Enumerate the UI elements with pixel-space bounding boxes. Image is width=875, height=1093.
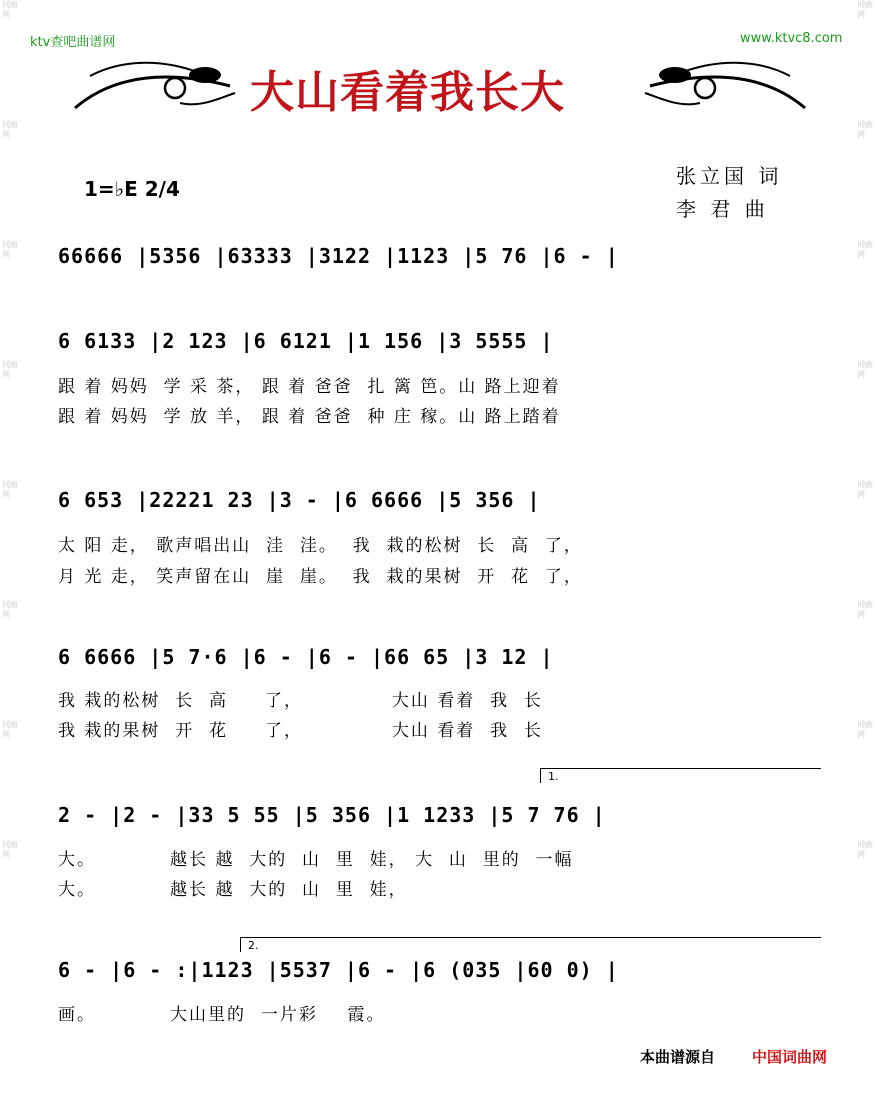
lyric-row-4-verse-2: 我 栽的果树 开 花 了， 大山 看着 我 长: [58, 721, 543, 741]
lyric-row-3-verse-2: 月 光 走， 笑声留在山 崖 崖。 我 栽的果树 开 花 了，: [58, 567, 583, 587]
lyric-row-2-verse-1: 跟 着 妈妈 学 采 茶， 跟 着 爸爸 扎 篱 笆。山 路上迎着: [58, 377, 561, 397]
key-signature: 1=♭E 2/4: [84, 177, 180, 201]
score-row-6: 6 - |6 - :|1123 |5537 |6 - |6 (035 |60 0) |: [58, 958, 619, 982]
site-label-right: www.ktvc8.com: [740, 31, 843, 46]
source-site-link[interactable]: 中国词曲网: [752, 1048, 828, 1066]
side-watermark-right: 词曲网 词曲网 词曲网 词曲网 词曲网 词曲网 词曲网 词曲网: [857, 0, 873, 859]
score-row-2: 6 6133 |2 123 |6 6121 |1 156 |3 5555 |: [58, 329, 554, 353]
lyric-row-4-verse-1: 我 栽的松树 长 高 了， 大山 看着 我 长: [58, 691, 543, 711]
volta-label-2: 2.: [248, 939, 259, 952]
composer-credit: 李 君 曲: [676, 197, 769, 221]
volta-label-1: 1.: [548, 770, 559, 783]
score-row-4: 6 6666 |5 7·6 |6 - |6 - |66 65 |3 12 |: [58, 645, 554, 669]
lyric-row-5-verse-1: 大。 越长 越 大的 山 里 娃， 大 山 里的 一幅: [58, 850, 574, 870]
right-ornament-icon: [640, 48, 810, 118]
score-row-5: 2 - |2 - |33 5 55 |5 356 |1 1233 |5 7 76 |: [58, 803, 606, 827]
lyric-row-2-verse-2: 跟 着 妈妈 学 放 羊， 跟 着 爸爸 种 庄 稼。山 路上踏着: [58, 407, 561, 427]
song-title: 大山看着我长大: [250, 67, 565, 118]
side-watermark-left: 词曲网 词曲网 词曲网 词曲网 词曲网 词曲网 词曲网 词曲网: [2, 0, 18, 859]
volta-bracket-1: [540, 768, 821, 783]
lyricist-credit: 张立国 词: [676, 164, 783, 188]
source-label: 本曲谱源自: [640, 1048, 716, 1066]
volta-bracket-2: [240, 937, 821, 952]
left-ornament-icon: [70, 48, 240, 118]
score-row-1: 66666 |5356 |63333 |3122 |1123 |5 76 |6 - |: [58, 244, 619, 268]
lyric-row-5-verse-2: 大。 越长 越 大的 山 里 娃，: [58, 880, 408, 900]
site-label-left: ktv查吧曲谱网: [30, 35, 116, 50]
lyric-row-3-verse-1: 太 阳 走， 歌声唱出山 洼 洼。 我 栽的松树 长 高 了，: [58, 536, 583, 556]
lyric-row-6-verse-1: 画。 大山里的 一片彩 霞。: [58, 1005, 386, 1025]
score-row-3: 6 653 |22221 23 |3 - |6 6666 |5 356 |: [58, 488, 541, 512]
